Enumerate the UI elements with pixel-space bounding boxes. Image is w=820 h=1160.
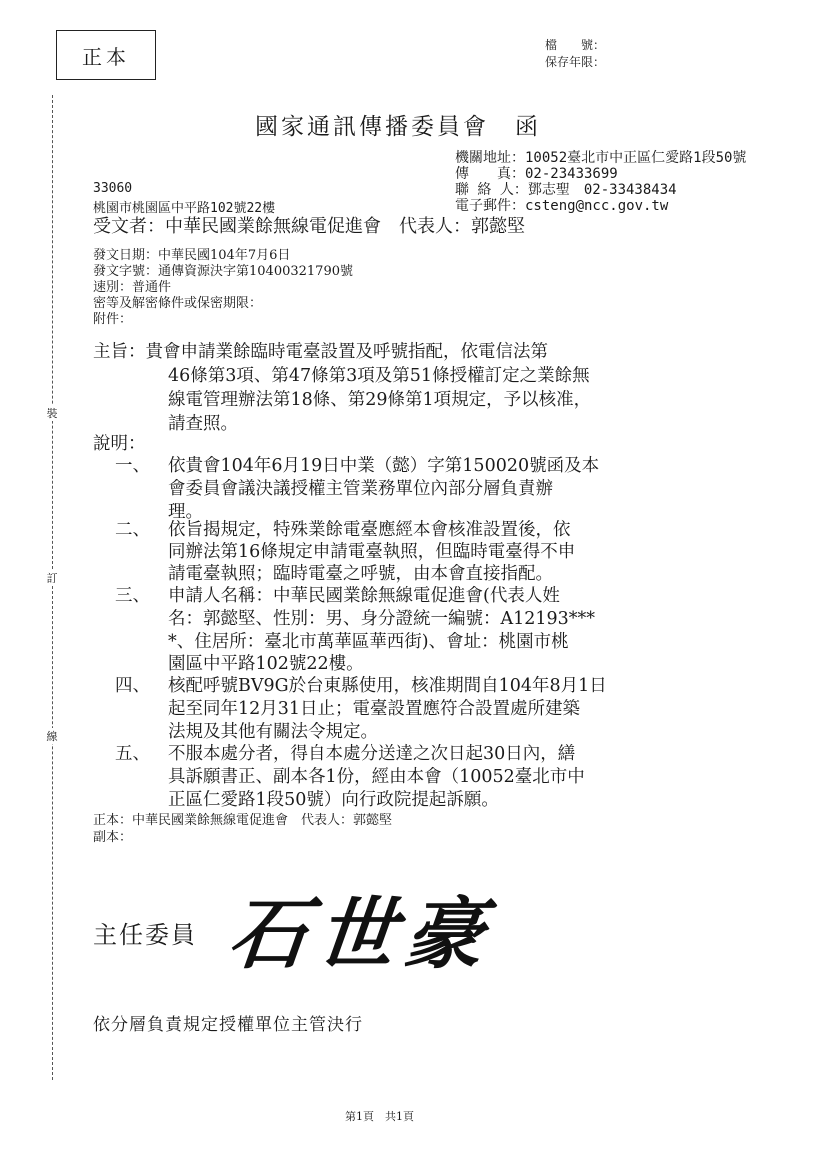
- item-number: 四、: [115, 676, 150, 696]
- item-line: 起至同年12月31日止；電臺設置應符合設置處所建築: [168, 699, 581, 719]
- attachments: 附件：: [93, 312, 133, 327]
- page-number: 第1頁 共1頁: [345, 1110, 414, 1123]
- signature-name: 石世豪: [224, 889, 499, 980]
- item-line: 依貴會104年6月19日中業（懿）字第150020號函及本: [168, 456, 600, 476]
- delegation-note: 依分層負責規定授權單位主管決行: [93, 1015, 363, 1035]
- item-number: 五、: [115, 744, 150, 764]
- item-line: 理。: [168, 502, 203, 522]
- original-copy-stamp: 正本: [56, 30, 156, 80]
- item-number: 一、: [115, 456, 150, 476]
- archive-number: 檔 號：: [545, 38, 606, 52]
- binding-mark-staple: 訂: [46, 572, 58, 585]
- item-line: 核配呼號BV9G於台東縣使用，核准期間自104年8月1日: [168, 676, 607, 696]
- explanation-heading: 說明：: [93, 434, 146, 454]
- original-recipient: 正本：中華民國業餘無線電促進會 代表人：郭懿堅: [93, 813, 393, 828]
- item-line: 同辦法第16條規定申請電臺執照，但臨時電臺得不申: [168, 542, 576, 562]
- issue-number: 發文字號：通傳資源決字第10400321790號: [93, 264, 353, 279]
- item-line: 依旨揭規定，特殊業餘電臺應經本會核准設置後，依: [168, 520, 571, 540]
- recipient: 受文者：中華民國業餘無線電促進會 代表人：郭懿堅: [93, 216, 525, 237]
- agency-fax: 傳 真：02-23433699: [455, 166, 618, 182]
- subject-line: 線電管理辦法第18條、第29條第1項規定，予以核准，: [168, 390, 592, 410]
- binding-mark-line: 線: [46, 730, 58, 743]
- copy-recipient: 副本：: [93, 830, 133, 845]
- item-line: 正區仁愛路1段50號）向行政院提起訴願。: [168, 790, 499, 810]
- official-position: 主任委員: [93, 921, 197, 949]
- item-line: 申請人名稱：中華民國業餘無線電促進會(代表人姓: [168, 586, 560, 606]
- contact-person: 聯 絡 人：鄧志聖 02-33438434: [455, 182, 677, 198]
- item-line: 園區中平路102號22樓。: [168, 654, 364, 674]
- item-line: 法規及其他有關法令規定。: [168, 722, 378, 742]
- mailing-address: 桃園市桃園區中平路102號22樓: [93, 201, 276, 216]
- agency-name: 國家通訊傳播委員會: [255, 114, 489, 140]
- item-number: 二、: [115, 520, 150, 540]
- document-title: [255, 108, 541, 141]
- subject-line: 46條第3項、第47條第3項及第51條授權訂定之業餘無: [168, 366, 590, 386]
- item-line: 不服本處分者，得自本處分送達之次日起30日內，繕: [168, 744, 576, 764]
- issue-date: 發文日期：中華民國104年7月6日: [93, 248, 291, 263]
- item-number: 三、: [115, 586, 150, 606]
- agency-address: 機關地址：10052臺北市中正區仁愛路1段50號: [455, 150, 747, 166]
- item-line: 名：郭懿堅、性別：男、身分證統一編號：A12193***: [168, 609, 596, 629]
- item-line: *、住居所：臺北市萬華區華西街)、會址：桃園市桃: [168, 632, 569, 652]
- item-line: 具訴願書正、副本各1份，經由本會（10052臺北市中: [168, 767, 585, 787]
- delivery-speed: 速別：普通件: [93, 280, 172, 295]
- secrecy-level: 密等及解密條件或保密期限：: [93, 296, 263, 311]
- subject-line: 請查照。: [168, 414, 238, 434]
- binding-mark-bind: 裝: [46, 407, 58, 420]
- item-line: 會委員會議決議授權主管業務單位內部分層負責辦: [168, 479, 553, 499]
- subject-line: 主旨：貴會申請業餘臨時電臺設置及呼號指配，依電信法第: [93, 342, 548, 362]
- retention-period: 保存年限：: [545, 55, 606, 69]
- binding-dashed-line: [52, 95, 53, 1080]
- postcode: 33060: [93, 181, 133, 196]
- document-type: 函: [515, 114, 541, 140]
- contact-email: 電子郵件：csteng@ncc.gov.tw: [455, 198, 669, 214]
- item-line: 請電臺執照；臨時電臺之呼號，由本會直接指配。: [168, 564, 553, 584]
